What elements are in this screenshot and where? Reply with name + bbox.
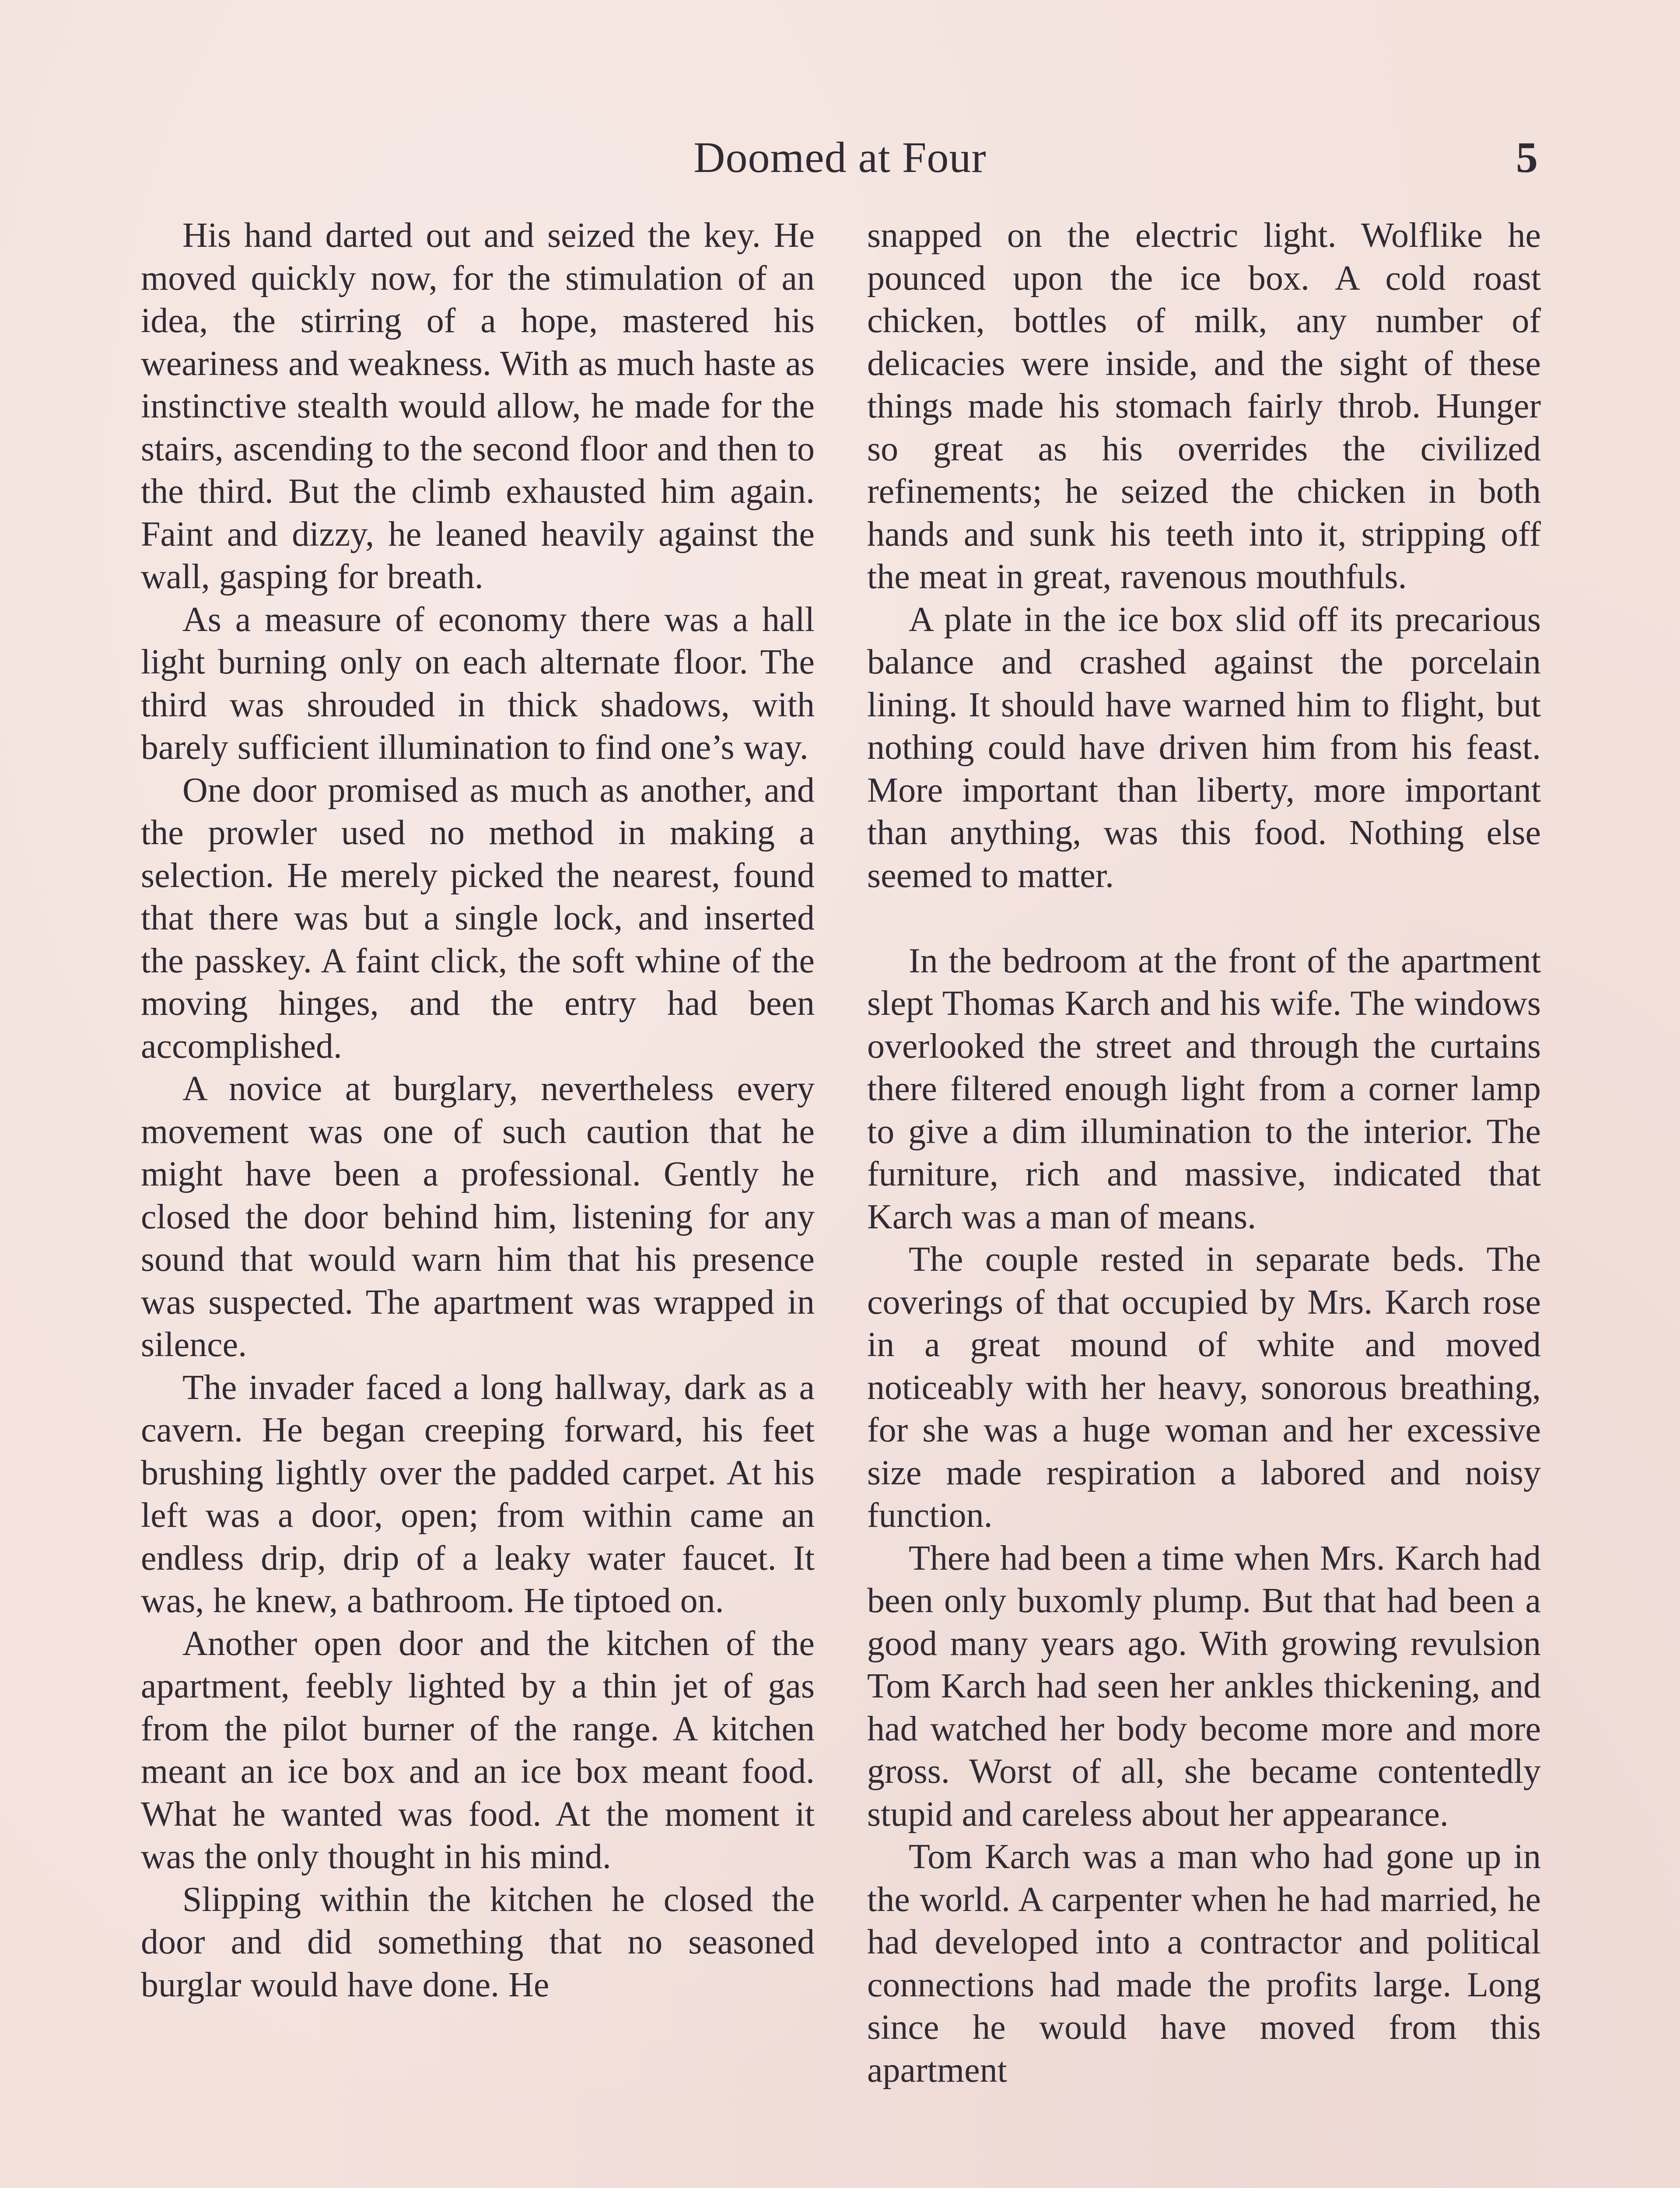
page-number: 5 xyxy=(1516,133,1538,182)
paragraph: As a measure of economy there was a hall light burning only on each alternate floor. The third was shrouded in thick shadows, with barely sufficient illumination to find one’s way. xyxy=(141,600,815,767)
paragraph: A plate in the ice box slid off its precarious balance and crashed against the porcelain lining. It should have warned him to flight, but nothing could have driven him from his feast. More important than liberty, more important than anything, was this food. Nothing else seemed to matter. xyxy=(867,600,1541,895)
paragraph: Another open door and the kitchen of the apartment, feebly lighted by a thin jet of gas from the pilot burner of the range. A kitchen meant an ice box and an ice box meant food. What he wanted was food. At the moment it was the only thought in his mind. xyxy=(141,1624,815,1876)
left-column xyxy=(141,214,815,2188)
paragraph: snapped on the electric light. Wolflike he pounced upon the ice box. A cold roast chicken, bottles of milk, any number of delicacies were inside, and the sight of these things made his stomach fairly throb. Hunger so great as his overrides the civilized refinements; he seized the chicken in both hands and sunk his teeth into it, stripping off the meat in great, ravenous mouthfuls. xyxy=(867,216,1541,596)
paragraph: Tom Karch was a man who had gone up in the world. A carpenter when he had married, he had developed into a contractor and political connections had made the profits large. Long since he would have moved from this apartment xyxy=(867,1837,1541,2090)
paragraph: The invader faced a long hallway, dark as a cavern. He began creeping forward, his feet brushing lightly over the padded carpet. At his left was a door, open; from within came an endless drip, drip of a leaky water faucet. It was, he knew, a bathroom. He tiptoed on. xyxy=(141,1368,815,1620)
right-column xyxy=(867,214,1541,2188)
paragraph: There had been a time when Mrs. Karch had been only buxomly plump. But that had been a good many years ago. With growing revulsion Tom Karch had seen her ankles thickening, and had watched her body become more and more gross. Worst of all, she became contentedly stupid and careless about her appearance. xyxy=(867,1539,1541,1834)
running-title: Doomed at Four xyxy=(693,133,987,182)
text-columns xyxy=(141,214,1541,2188)
paragraph: His hand darted out and seized the key. He moved quickly now, for the stimulation of an idea, the stirring of a hope, mastered his weariness and weakness. With as much haste as instinctive stealth would allow, he made for the stairs, ascending to the second floor and then to the third. But the climb exhausted him again. Faint and dizzy, he leaned heavily against the wall, gasping for breath. xyxy=(141,216,815,596)
paragraph: The couple rested in separate beds. The coverings of that occupied by Mrs. Karch rose in a great mound of white and moved noticeably with her heavy, sonorous breathing, for she was a huge woman and her excessive size made respiration a labored and noisy function. xyxy=(867,1240,1541,1535)
running-header xyxy=(0,125,1680,195)
paragraph: Slipping within the kitchen he closed the door and did something that no seasoned burglar would have done. He xyxy=(141,1880,815,2004)
paragraph: In the bedroom at the front of the apartment slept Thomas Karch and his wife. The windows overlooked the street and through the curtains there filtered enough light from a corner lamp to give a dim illumination to the interior. The furniture, rich and massive, indicated that Karch was a man of means. xyxy=(867,941,1541,1236)
paragraph: A novice at burglary, nevertheless every movement was one of such caution that he might have been a professional. Gently he closed the door behind him, listening for any sound that would warn him that his presence was suspected. The apartment was wrapped in silence. xyxy=(141,1069,815,1364)
paragraph: One door promised as much as another, and the prowler used no method in making a selection. He merely picked the nearest, found that there was but a single lock, and inserted the passkey. A faint click, the soft whine of the moving hinges, and the entry had been accomplished. xyxy=(141,771,815,1066)
